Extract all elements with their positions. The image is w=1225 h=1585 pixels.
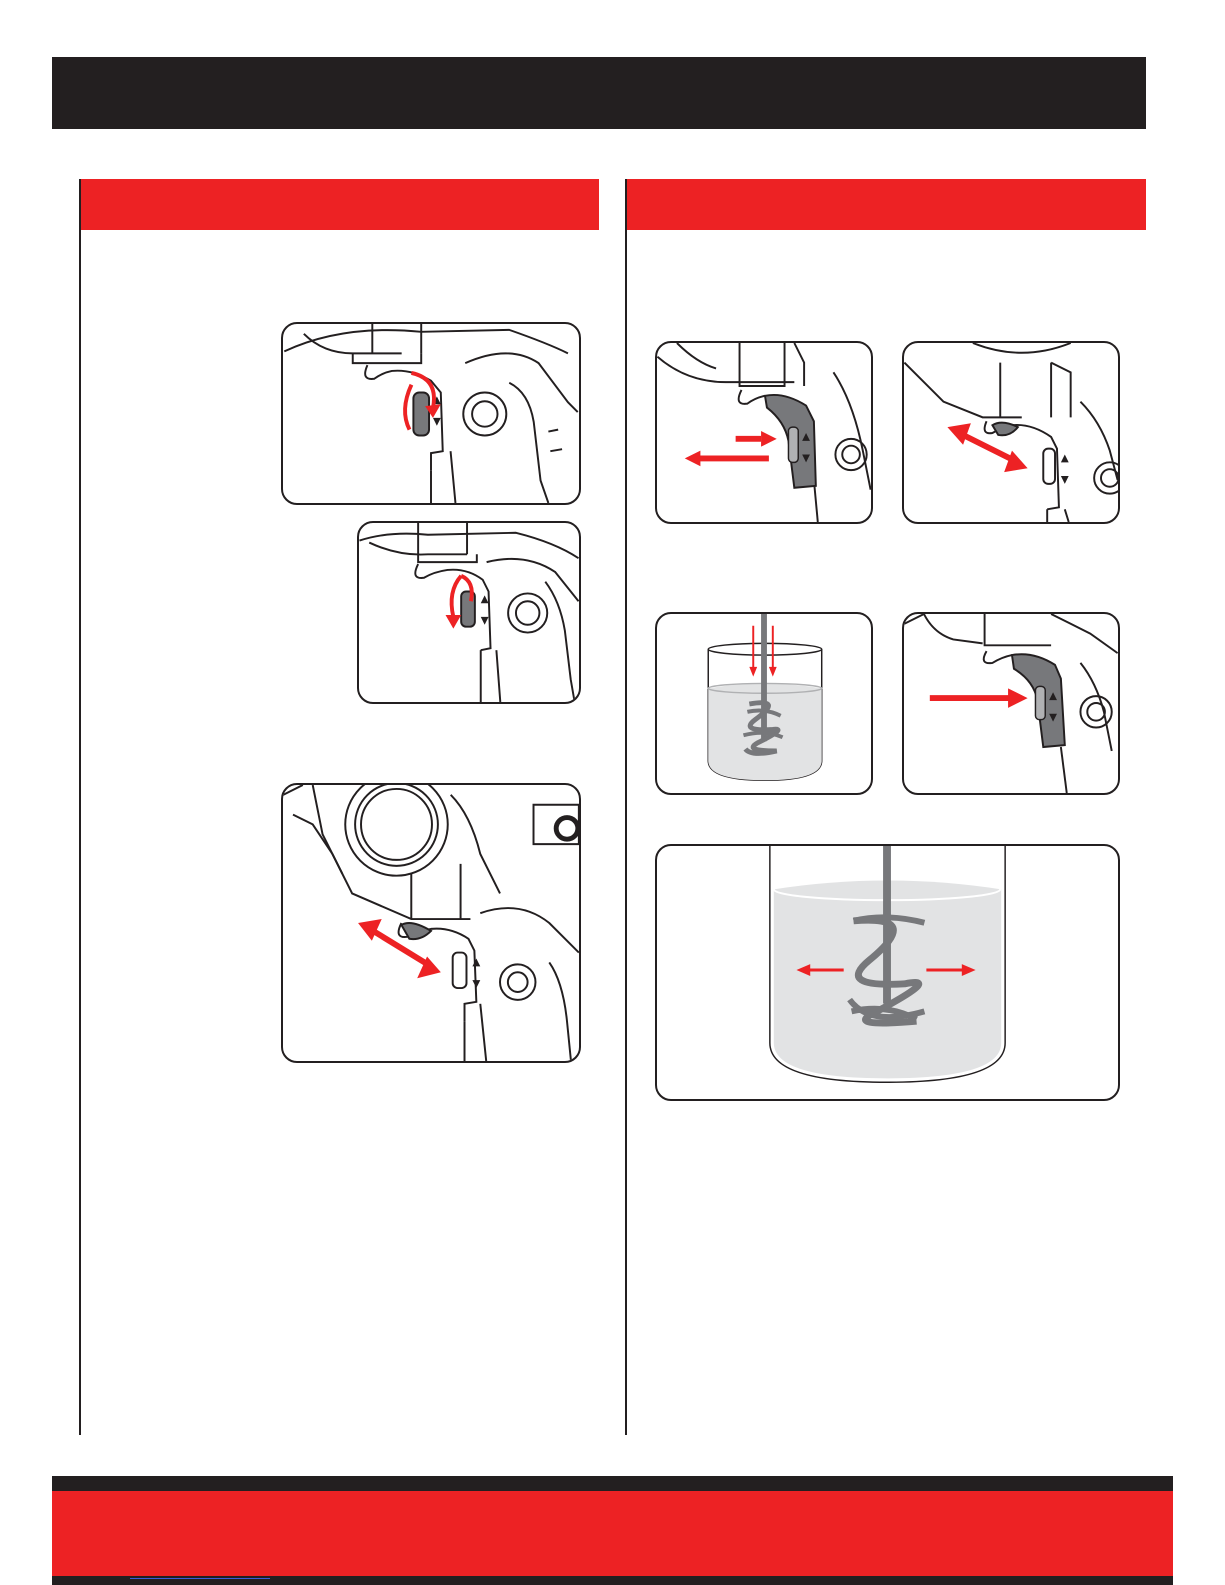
- mixing-motion-figure: [655, 844, 1120, 1101]
- left-section-header: [79, 179, 599, 230]
- mixing-paddle-icon: [657, 614, 871, 793]
- right-section-header: [626, 179, 1146, 230]
- trigger-press-release-figure: [655, 341, 873, 524]
- mixing-paddle-icon: [657, 846, 1118, 1099]
- trigger-icon: [657, 343, 871, 522]
- trigger-press-figure: [902, 612, 1120, 795]
- trigger-lock-rotate-figure: [281, 322, 581, 505]
- drill-body-icon: [283, 785, 579, 1061]
- direction-switch-figure: [902, 341, 1120, 524]
- forward-reverse-switch-figure: [281, 783, 581, 1063]
- switch-icon: [904, 343, 1118, 522]
- paddle-in-bucket-figure: [655, 612, 873, 795]
- footer-dark-strip: [52, 1476, 1173, 1491]
- footer-red-band: [52, 1491, 1173, 1576]
- left-column-rule: [79, 179, 81, 1435]
- trigger-lock-icon: [413, 392, 429, 435]
- double-arrow-icon: [959, 433, 1014, 460]
- right-column-rule: [625, 179, 627, 1435]
- trigger-icon: [904, 614, 1118, 793]
- curved-arrow-icon: [405, 385, 411, 430]
- footer-link-underline[interactable]: [130, 1578, 270, 1579]
- header-bar: [52, 57, 1146, 129]
- drill-handle-icon: [359, 523, 579, 702]
- trigger-lock-release-figure: [357, 521, 581, 704]
- drill-handle-icon: [283, 324, 579, 503]
